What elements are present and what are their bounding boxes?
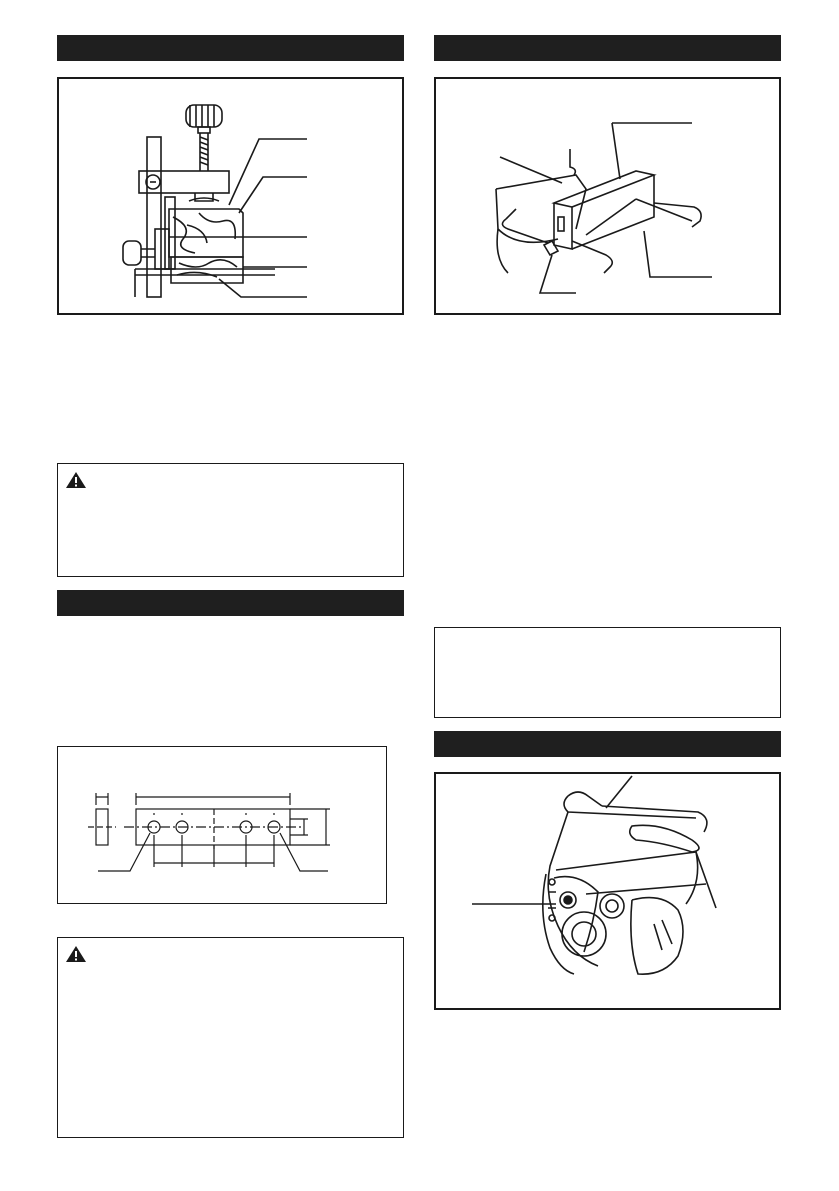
blade-holes-illustration (58, 747, 386, 903)
section-header-right-bottom (434, 731, 781, 757)
warning-box (57, 937, 404, 1138)
holder-illustration (436, 79, 779, 313)
note-box (434, 627, 781, 718)
figure-blade-holes (57, 746, 387, 904)
blade-gauge-illustration (59, 79, 402, 313)
warning-triangle-icon (65, 471, 87, 489)
figure-holder (434, 77, 781, 315)
warning-box (57, 463, 404, 577)
section-header-left-mid (57, 590, 404, 616)
planer-side-illustration (436, 774, 779, 1008)
section-header-right-top (434, 35, 781, 61)
warning-triangle-icon (65, 945, 87, 963)
section-header-left-top (57, 35, 404, 61)
figure-blade-gauge (57, 77, 404, 315)
figure-planer-side (434, 772, 781, 1010)
